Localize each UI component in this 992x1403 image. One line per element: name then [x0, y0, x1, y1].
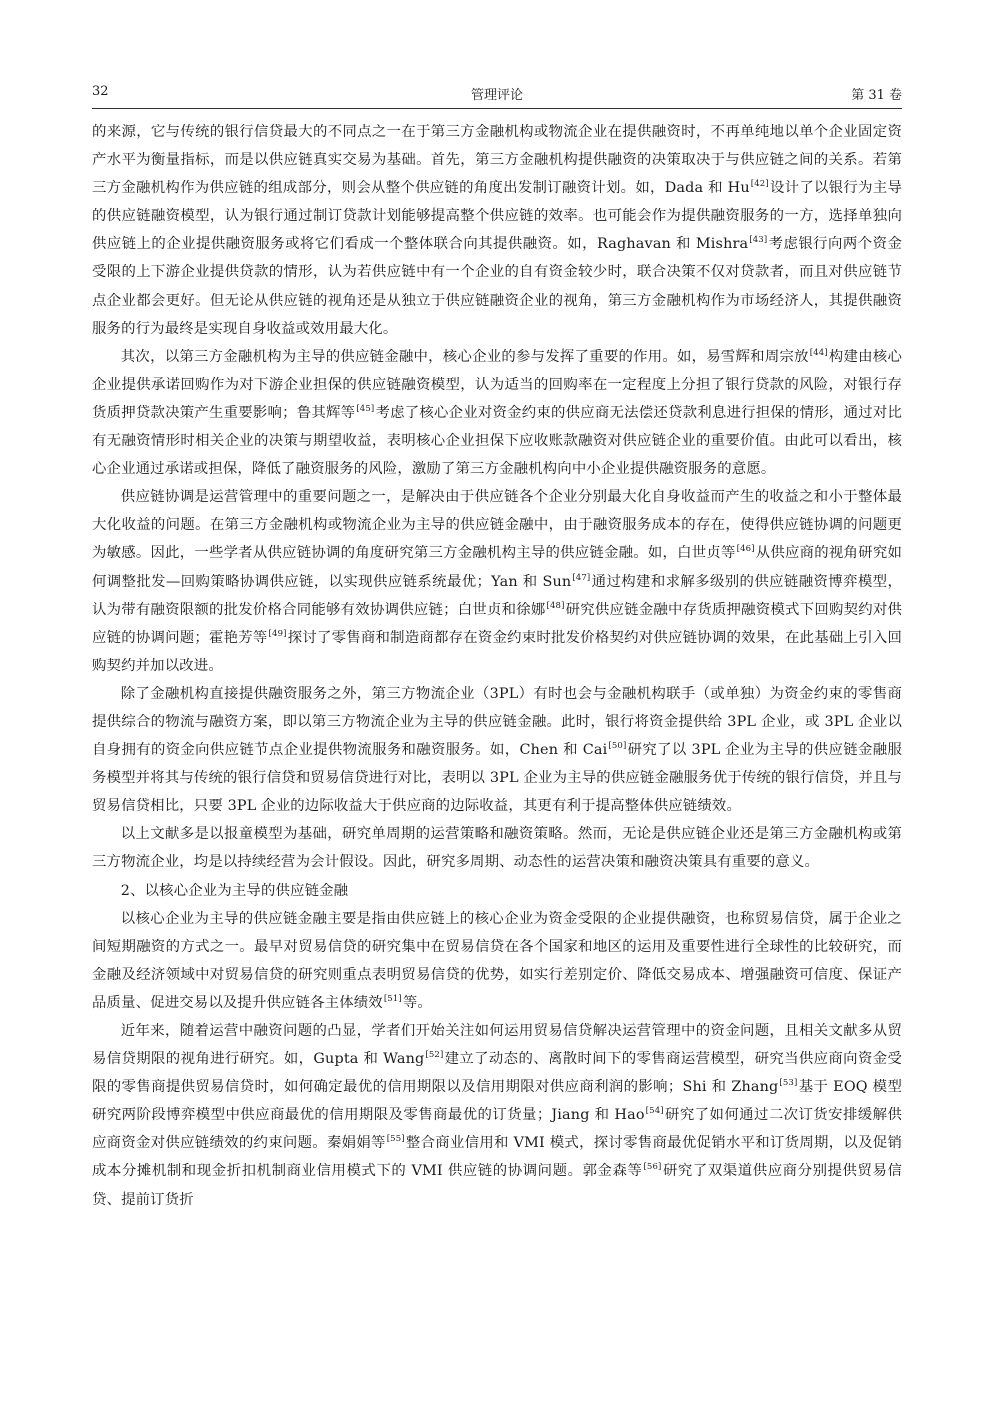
paragraph	[92, 1017, 902, 1214]
citation-ref: [54]	[645, 1106, 664, 1117]
text-run: 考虑银行向两个资金受限的上下游企业提供贷款的情形，认为若供应链中有一个企业的自有资金较少时，联合决策不仅对贷款者，而且对供应链节点企业都会更好。但无论从供应链的视角还是从独立于供应链融资企业的视角，第三方金融机构作为市场经济人，其提供融资服务的行为最终是实现自身收益或效用最大化。	[92, 236, 902, 337]
citation-ref: [49]	[268, 628, 287, 639]
citation-ref: [48]	[546, 600, 565, 611]
citation-ref: [45]	[356, 403, 375, 414]
paragraph	[92, 820, 902, 876]
text-run: 研究供应链金融中存货质押融资模式下回购契约对供应链的协调问题；霍艳芳等	[92, 601, 902, 646]
citation-ref: [55]	[386, 1134, 405, 1145]
running-header	[92, 84, 902, 106]
paragraph	[92, 118, 902, 343]
text-run: 探讨了零售商和制造商都存在资金约束时批发价格契约对供应链协调的效果，在此基础上引入回购契约并加以改进。	[92, 629, 902, 674]
paragraph	[92, 343, 902, 483]
text-run: 近年来，随着运营中融资问题的凸显，学者们开始关注如何运用贸易信贷解决运营管理中的资金问题，且相关文献多从贸易信贷期限的视角进行研究。如，Gupta 和 Wang	[92, 1023, 902, 1068]
paragraph	[92, 905, 902, 1017]
citation-ref: [46]	[736, 544, 755, 555]
text-run: 除了金融机构直接提供融资服务之外，第三方物流企业（3PL）有时也会与金融机构联手（或单独）为资金约束的零售商提供综合的物流与融资方案，即以第三方物流企业为主导的供应链金融。此时，银行将资金提供给 3PL 企业，或 3PL 企业以自身拥有的资金向供应链节点企业提供物流服务和融资服务。如，Chen 和 Cai	[92, 685, 902, 759]
text-run: 研究了如何通过二次订货安排缓解供应商资金对供应链绩效的约束问题。秦娟娟等	[92, 1107, 902, 1152]
citation-ref: [42]	[750, 179, 769, 190]
paragraph	[92, 680, 902, 820]
body-text	[92, 118, 902, 1214]
text-run: 其次，以第三方金融机构为主导的供应链金融中，核心企业的参与发挥了重要的作用。如，易雪辉和周宗放	[120, 348, 809, 365]
text-run: 研究了双渠道供应商分别提供贸易信贷、提前订货折	[92, 1163, 902, 1208]
text-run: 以上文献多是以报童模型为基础，研究单周期的运营策略和融资策略。然而，无论是供应链企业还是第三方金融机构或第三方物流企业，均是以持续经营为会计假设。因此，研究多周期、动态性的运营决策和融资决策具有重要的意义。	[92, 826, 902, 871]
text-run: 通过构建和求解多级别的供应链融资博弈模型，认为带有融资限额的批发价格合同能够有效协调供应链；白世贞和徐娜	[92, 573, 902, 618]
citation-ref: [53]	[779, 1078, 798, 1089]
citation-ref: [52]	[425, 1050, 444, 1061]
paragraph	[92, 483, 902, 680]
page-number: 32	[92, 84, 109, 99]
citation-ref: [44]	[809, 347, 828, 358]
section-heading	[92, 877, 902, 905]
text-run: 以核心企业为主导的供应链金融主要是指由供应链上的核心企业为资金受限的企业提供融资，也称贸易信贷，属于企业之间短期融资的方式之一。最早对贸易信贷的研究集中在贸易信贷在各个国家和地区的运用及重要性进行全球性的比较研究，而金融及经济领域中对贸易信贷的研究则重点表明贸易信贷的优势，如实行差别定价、降低交易成本、增强融资可信度、保证产品质量、促进交易以及提升供应链各主体绩效	[92, 910, 902, 1011]
text-run: 构建由核心企业提供承诺回购作为对下游企业担保的供应链融资模型，认为适当的回购率在一定程度上分担了银行贷款的风险，对银行存货质押贷款决策产生重要影响；鲁其辉等	[92, 348, 902, 421]
citation-ref: [51]	[383, 993, 402, 1004]
citation-ref: [56]	[643, 1162, 662, 1173]
text-run: 的来源，它与传统的银行信贷最大的不同点之一在于第三方金融机构或物流企业在提供融资时，不再单纯地以单个企业固定资产水平为衡量指标，而是以供应链真实交易为基础。首先，第三方金融机构提供融资的决策取决于与供应链之间的关系。若第三方金融机构作为供应链的组成部分，则会从整个供应链的角度出发制订融资计划。如，Dada 和 Hu	[92, 124, 902, 197]
text-run: 建立了动态的、离散时间下的零售商运营模型，研究当供应商向资金受限的零售商提供贸易信贷时，如何确定最优的信用期限以及信用期限对供应商利润的影响；Shi 和 Zhang	[92, 1051, 903, 1096]
citation-ref: [43]	[749, 235, 768, 246]
text-run: 整合商业信用和 VMI 模式，探讨零售商最优促销水平和订货周期，以及促销成本分摊机制和现金折扣机制商业信用模式下的 VMI 供应链的协调问题。郭金森等	[92, 1135, 902, 1180]
citation-ref: [47]	[572, 572, 591, 583]
text-run: 2、以核心企业为主导的供应链金融	[120, 882, 349, 899]
text-run: 基于 EOQ 模型研究两阶段博弈模型中供应商最优的信用期限及零售商最优的订货量；Jiang 和 Hao	[92, 1079, 902, 1124]
volume-label: 第 31 卷	[851, 88, 902, 103]
text-run: 设计了以银行为主导的供应链融资模型，认为银行通过制订贷款计划能够提高整个供应链的效率。也可能会作为提供融资服务的一方，选择单独向供应链上的企业提供融资服务或将它们看成一个整体联合向其提供融资。如，Raghavan 和 Mishra	[92, 180, 902, 253]
text-run: 从供应商的视角研究如何调整批发—回购策略协调供应链，以实现供应链系统最优；Yan 和 Sun	[92, 545, 902, 590]
text-run: 考虑了核心企业对资金约束的供应商无法偿还贷款利息进行担保的情形，通过对比有无融资情形时相关企业的决策与期望收益，表明核心企业担保下应收账款融资对供应链企业的重要价值。由此可以看出，核心企业通过承诺或担保，降低了融资服务的风险，激励了第三方金融机构向中小企业提供融资服务的意愿。	[92, 404, 902, 478]
text-run: 供应链协调是运营管理中的重要问题之一，是解决由于供应链各个企业分别最大化自身收益而产生的收益之和小于整体最大化收益的问题。在第三方金融机构或物流企业为主导的供应链金融中，由于融资服务成本的存在，使得供应链协调的问题更为敏感。因此，一些学者从供应链协调的角度研究第三方金融机构主导的供应链金融。如，白世贞等	[92, 489, 902, 562]
journal-name: 管理评论	[470, 88, 523, 103]
header-rule	[92, 108, 902, 109]
text-run: 等。	[402, 994, 432, 1011]
text-run: 研究了以 3PL 企业为主导的供应链金融服务模型并将其与传统的银行信贷和贸易信贷进行对比，表明以 3PL 企业为主导的供应链金融服务优于传统的银行信贷，并且与贸易信贷相比，只要 3PL 企业的边际收益大于供应商的边际收益，其更有利于提高整体供应链绩效。	[92, 742, 902, 815]
citation-ref: [50]	[608, 741, 627, 752]
